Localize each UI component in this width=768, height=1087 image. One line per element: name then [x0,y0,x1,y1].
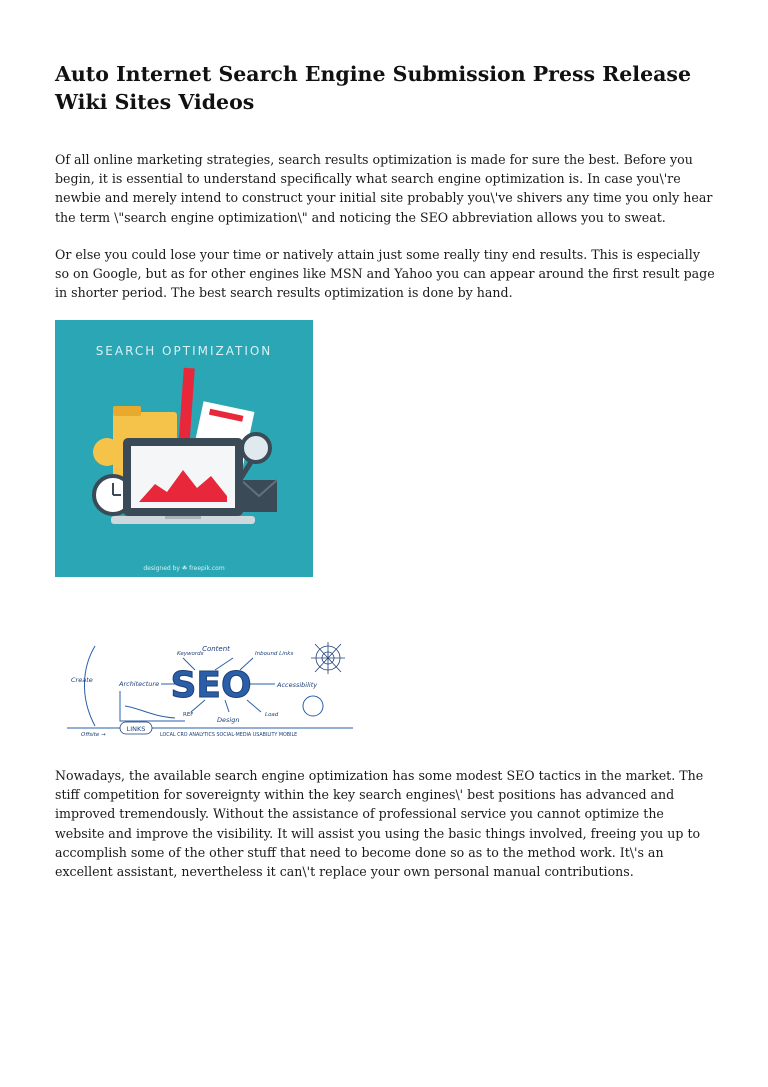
document-title: Auto Internet Search Engine Submission Press Release Wiki Sites Videos [55,62,692,114]
label-content: Content [202,645,230,653]
label-design: Design [217,716,240,724]
search-optimization-illustration [55,320,313,577]
label-links: LINKS [126,725,146,733]
label-keywords: Keywords [177,651,204,657]
paragraph-1: Of all online marketing strategies, search results optimization is made for sure the best. Before you begin, it is essential to understand specifically what search engine optimization is. In case you\'re newbie and merely intend to construct your initial site probably you\'ve shivers any time you only hear the term \"search engine optimization\" and noticing the SEO abbreviation allows you to sweat. [55,152,713,225]
label-ref: REF [183,712,194,718]
seo-sketch-diagram [65,636,355,742]
label-load: Load [265,712,279,718]
label-offsite: Offsite → [81,732,106,738]
label-accessibility: Accessibility [277,681,318,689]
illustration-credit: designed by ☘ freepik.com [143,565,225,572]
illustration-heading: SEARCH OPTIMIZATION [95,344,273,358]
label-inbound-links: Inbound Links [255,651,294,657]
seo-center-word: SEO [170,665,252,706]
label-create: Create [71,676,93,684]
label-bottom-row: LOCAL CRO ANALYTICS SOCIAL-MEDIA USABILITY MOBILE [160,733,298,738]
label-architecture: Architecture [119,680,160,688]
paragraph-2: Or else you could lose your time or natively attain just some really tiny end results. This is especially so on Google, but as for other engines like MSN and Yahoo you can appear around the first result page in shorter period. The best search results optimization is done by hand. [55,247,715,301]
paragraph-3: Nowadays, the available search engine optimization has some modest SEO tactics in the market. The stiff competition for sovereignty within the key search engines\' best positions has advanced and improved tremendously. Without the assistance of professional service you cannot optimize the website and improve the visibility. It will assist you using the basic things involved, freeing you up to accomplish some of the other stuff that need to become done so as to the method work. It\'s an excellent assistant, nevertheless it can\'t replace your own personal manual contributions. [55,768,704,880]
